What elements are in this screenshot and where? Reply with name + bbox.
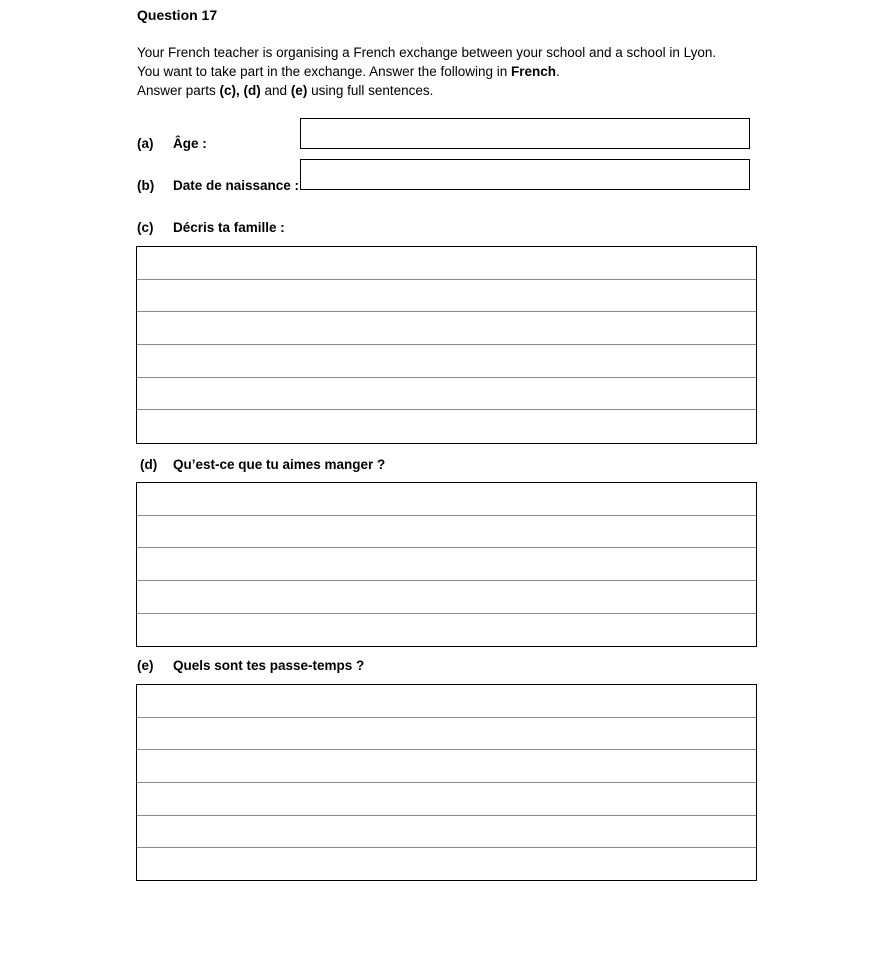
family-answer-lines[interactable] — [136, 246, 757, 444]
answer-line[interactable] — [137, 345, 756, 378]
part-c-label — [137, 219, 285, 237]
part-b-letter: (b) — [137, 178, 155, 193]
answer-line[interactable] — [137, 685, 756, 718]
instruction-line-2: You want to take part in the exchange. Answer the following in French. — [137, 64, 560, 79]
answer-line[interactable] — [137, 548, 756, 581]
answer-line[interactable] — [137, 247, 756, 280]
part-d-label — [140, 456, 385, 474]
answer-line[interactable] — [137, 483, 756, 516]
answer-line[interactable] — [137, 750, 756, 783]
instruction-line-1: Your French teacher is organising a French exchange between your school and a school in Lyon. — [137, 45, 717, 60]
question-instructions — [137, 43, 837, 100]
part-d-letter: (d) — [140, 457, 158, 472]
answer-line[interactable] — [137, 718, 756, 751]
answer-line[interactable] — [137, 848, 756, 881]
answer-line[interactable] — [137, 378, 756, 411]
date-of-birth-label: Date de naissance : — [173, 178, 300, 193]
part-a-letter: (a) — [137, 136, 154, 151]
part-e-letter: (e) — [137, 658, 154, 673]
answer-line[interactable] — [137, 312, 756, 345]
food-label: Qu’est-ce que tu aimes manger ? — [173, 457, 386, 472]
hobbies-label: Quels sont tes passe-temps ? — [173, 658, 365, 673]
family-label: Décris ta famille : — [173, 220, 285, 235]
question-title: Question 17 — [137, 7, 218, 23]
answer-line[interactable] — [137, 783, 756, 816]
answer-line[interactable] — [137, 280, 756, 313]
answer-line[interactable] — [137, 516, 756, 549]
food-answer-lines[interactable] — [136, 482, 757, 647]
hobbies-answer-lines[interactable] — [136, 684, 757, 881]
part-b-label — [137, 177, 299, 195]
part-c-letter: (c) — [137, 220, 154, 235]
instruction-line-3: Answer parts (c), (d) and (e) using full sentences. — [137, 83, 434, 98]
part-a-label — [137, 135, 207, 153]
answer-line[interactable] — [137, 816, 756, 849]
date-of-birth-answer-box[interactable] — [300, 159, 750, 190]
part-e-label — [137, 657, 364, 675]
answer-line[interactable] — [137, 581, 756, 614]
age-answer-box[interactable] — [300, 118, 750, 149]
answer-line[interactable] — [137, 614, 756, 647]
answer-line[interactable] — [137, 410, 756, 443]
age-label: Âge : — [173, 136, 207, 151]
